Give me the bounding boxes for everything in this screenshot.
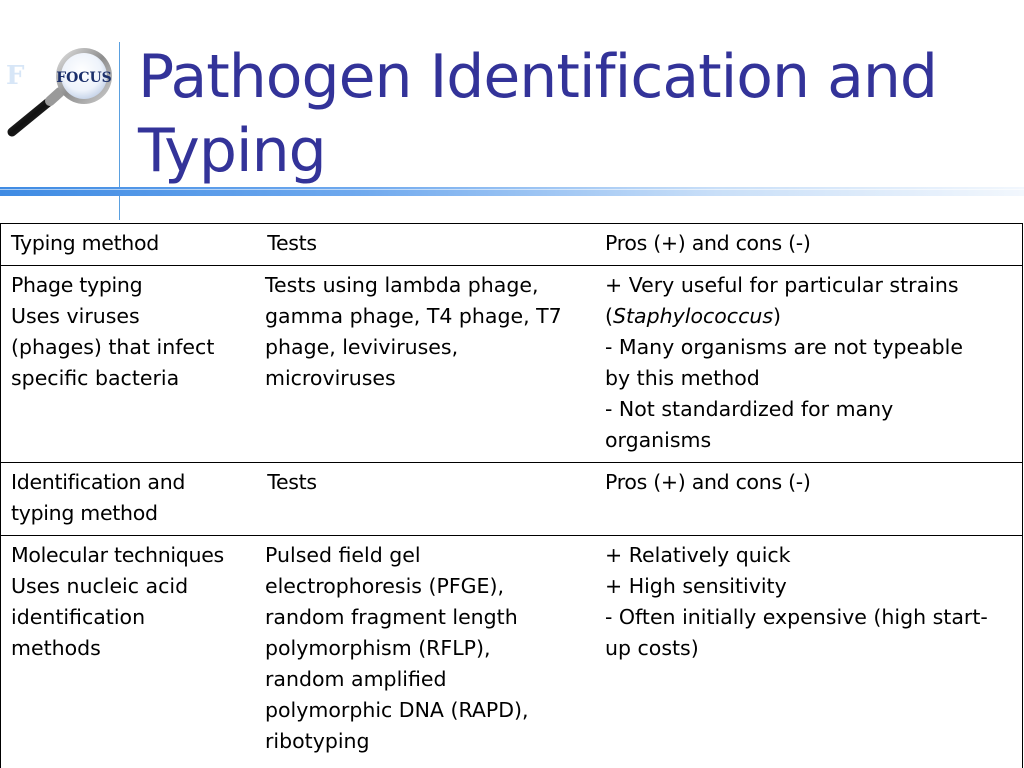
phage-tests-cell — [255, 266, 595, 463]
molecular-desc-line: identification — [11, 605, 146, 629]
phage-typing-name: Phage typing — [11, 273, 143, 297]
molecular-desc-line: methods — [11, 636, 101, 660]
header-tests-2: Tests — [255, 463, 595, 536]
molecular-pros-cons-line: - Often initially expensive (high start- — [605, 605, 988, 629]
phage-pro-line: + Very useful for particular strains — [605, 273, 959, 297]
phage-tests-line: gamma phage, T4 phage, T7 — [265, 304, 562, 328]
table-row-phage-typing — [1, 266, 1023, 463]
molecular-desc-line: Uses nucleic acid — [11, 574, 189, 598]
molecular-tests-line: random amplified — [265, 667, 447, 691]
phage-con-line: - Many organisms are not typeable — [605, 335, 963, 359]
title-underline-bar — [0, 187, 1024, 196]
molecular-cell — [1, 536, 255, 764]
molecular-pros-cons-line: + High sensitivity — [605, 574, 787, 598]
molecular-pros-cons-line: + Relatively quick — [605, 543, 791, 567]
header-typing-method: Typing method — [1, 224, 255, 266]
magnifier-icon — [4, 44, 120, 140]
header-pros-cons-2: Pros (+) and cons (-) — [595, 463, 1023, 536]
staphylococcus-italic: Staphylococcus — [613, 304, 774, 328]
molecular-tests-line: random fragment length — [265, 605, 518, 629]
phage-tests-line: phage, leviviruses, — [265, 335, 459, 359]
phage-tests-line: microviruses — [265, 366, 396, 390]
phage-pro-staph-line: (Staphylococcus) — [605, 304, 782, 328]
phage-tests-line: Tests using lambda phage, — [265, 273, 539, 297]
molecular-tests-line: ribotyping — [265, 729, 370, 753]
molecular-tests-line: electrophoresis (PFGE), — [265, 574, 504, 598]
header-identification-typing-method: Identification and typing method — [1, 463, 255, 536]
molecular-tests-line: Pulsed field gel — [265, 543, 421, 567]
svg-text:F: F — [6, 61, 25, 91]
table-header-row-2 — [1, 463, 1023, 536]
typing-methods-table — [0, 223, 1023, 768]
header-tests: Tests — [255, 224, 595, 266]
phage-con-line: by this method — [605, 366, 760, 390]
phage-desc-line: (phages) that infect — [11, 335, 215, 359]
phage-typing-cell — [1, 266, 255, 463]
phage-desc-line: Uses viruses — [11, 304, 140, 328]
molecular-name: Molecular techniques — [11, 543, 224, 567]
slide-title — [138, 40, 1018, 188]
phage-pros-cons-cell — [595, 266, 1023, 463]
header-pros-cons: Pros (+) and cons (-) — [595, 224, 1023, 266]
title-line-1: Pathogen Identification and — [138, 42, 937, 112]
molecular-tests-line: polymorphic DNA (RAPD), — [265, 698, 529, 722]
logo-text: FOCUS — [56, 70, 112, 86]
title-line-2: Typing — [138, 116, 326, 186]
phage-desc-line: specific bacteria — [11, 366, 180, 390]
table-row-molecular-techniques — [1, 536, 1023, 764]
molecular-pros-cons-line: up costs) — [605, 636, 699, 660]
molecular-tests-line: polymorphism (RFLP), — [265, 636, 491, 660]
table-header-row — [1, 224, 1023, 266]
molecular-tests-cell — [255, 536, 595, 764]
molecular-pros-cons-cell — [595, 536, 1023, 764]
phage-con-line: organisms — [605, 428, 712, 452]
focus-magnifier-logo — [4, 44, 120, 140]
phage-con-line: - Not standardized for many — [605, 397, 894, 421]
